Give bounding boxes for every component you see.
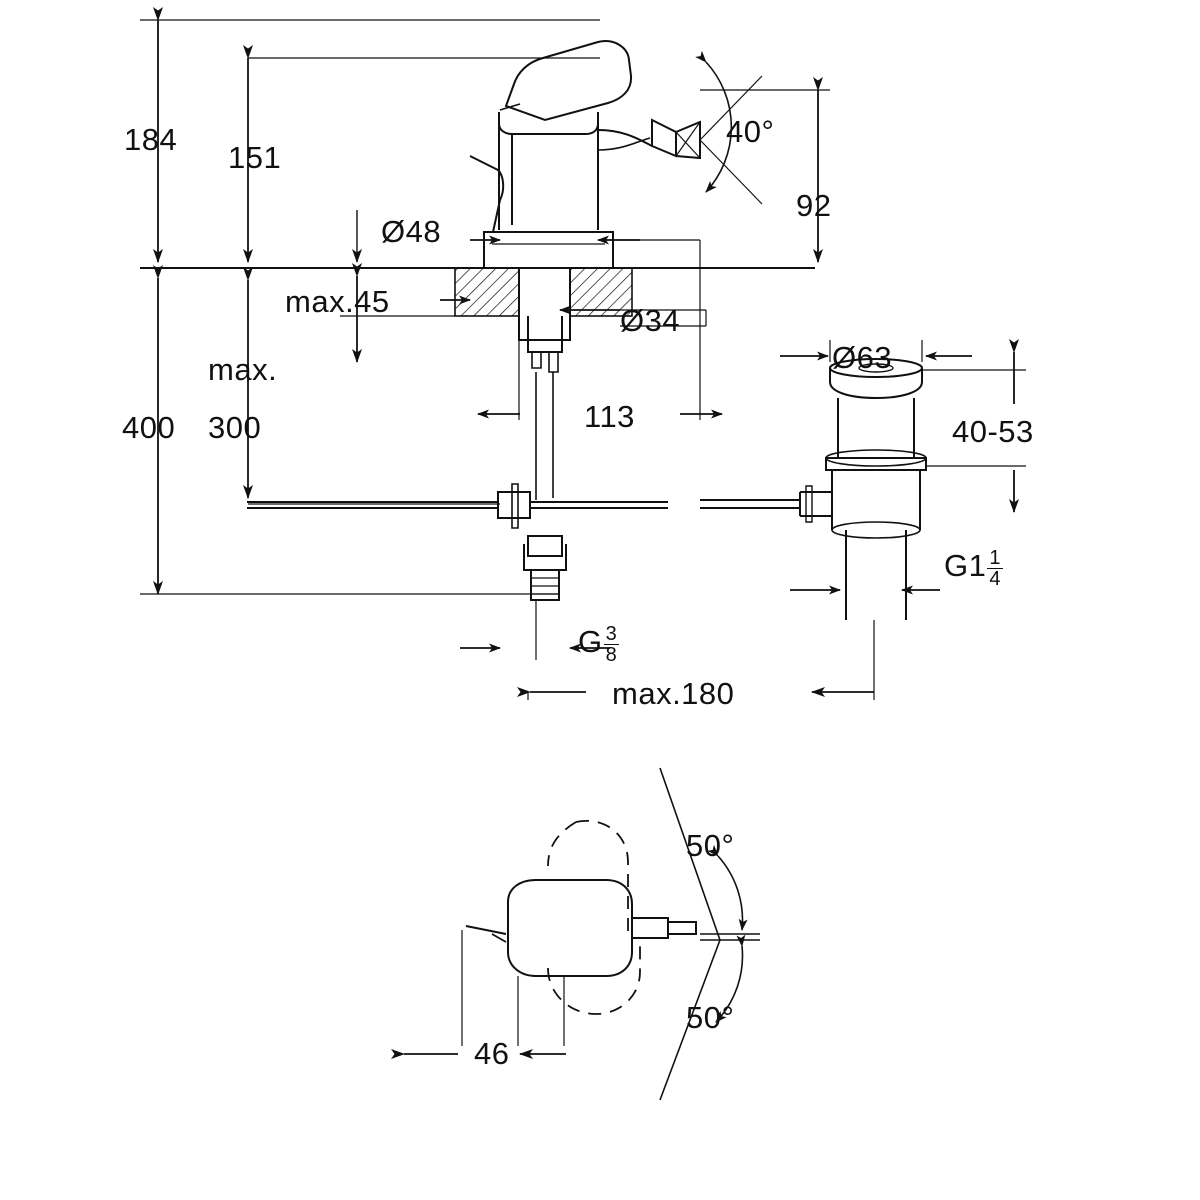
dim-label-46: 46 — [474, 1036, 510, 1071]
thread-g38-num: 3 — [605, 623, 618, 645]
dim-label-diameter-63: Ø63 — [832, 340, 893, 375]
dim-label-max45: max.45 — [285, 284, 390, 319]
dim-label-92: 92 — [796, 188, 832, 223]
thread-g1-num: 1 — [989, 547, 1001, 569]
dim-label-angle-50-top: 50° — [686, 828, 735, 863]
dim-label-max300-line2: 300 — [208, 410, 262, 445]
dim-label-max180: max.180 — [612, 676, 735, 711]
dim-label-range-40-53: 40-53 — [952, 414, 1034, 449]
thread-g38-letter: G — [578, 624, 603, 659]
dim-label-diameter-34: Ø34 — [620, 303, 681, 338]
dim-label-angle-40: 40° — [726, 114, 775, 149]
dim-label-113: 113 — [584, 399, 635, 434]
dim-label-diameter-48: Ø48 — [381, 214, 442, 249]
thread-g38-den: 8 — [605, 644, 618, 666]
dim-label-max300-line1: max. — [208, 352, 278, 387]
thread-g1-den: 4 — [989, 568, 1001, 590]
dim-label-thread-g38 — [578, 624, 619, 665]
dim-label-angle-50-bottom: 50° — [686, 1000, 735, 1035]
dim-label-thread-g1-1-4 — [944, 548, 1003, 589]
dim-label-151: 151 — [228, 140, 282, 175]
dim-label-184: 184 — [124, 122, 178, 157]
dim-label-400: 400 — [122, 410, 176, 445]
thread-g1-letter: G1 — [944, 548, 987, 583]
